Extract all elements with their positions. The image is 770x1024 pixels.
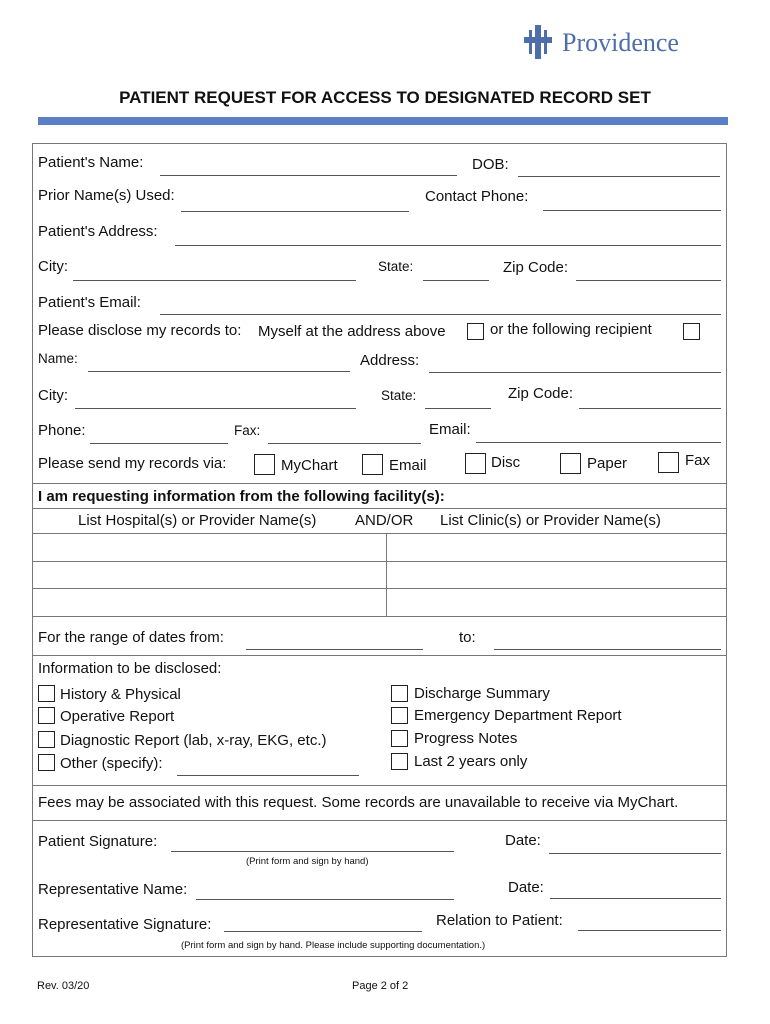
info-heading: Information to be disclosed:: [38, 660, 222, 677]
send-via-label: Please send my records via:: [38, 455, 227, 472]
phone-field[interactable]: [90, 443, 228, 444]
ed-report-label: Emergency Department Report: [414, 707, 622, 724]
recipient-address-label: Address:: [360, 352, 420, 369]
date-from-field[interactable]: [246, 649, 423, 650]
mychart-checkbox[interactable]: [254, 454, 275, 475]
brand-name: Providence: [562, 28, 679, 57]
table-row-border: [33, 616, 726, 617]
title-rule: [38, 117, 728, 125]
patient-signature-field[interactable]: [171, 851, 454, 852]
ed-report-checkbox[interactable]: [391, 707, 408, 724]
divider: [33, 655, 726, 656]
recipient-address-field[interactable]: [429, 372, 721, 373]
paper-checkbox[interactable]: [560, 453, 581, 474]
zip-field[interactable]: [576, 280, 721, 281]
hospital-cell-1[interactable]: [34, 534, 385, 560]
facility-andor: AND/OR: [355, 512, 414, 529]
other-label: Other (specify):: [60, 755, 163, 772]
divider: [33, 820, 726, 821]
zip-label: Zip Code:: [503, 259, 569, 276]
clinic-cell-2[interactable]: [387, 562, 725, 587]
date1-label: Date:: [505, 832, 541, 849]
disclose-label: Please disclose my records to:: [38, 322, 242, 339]
date1-field[interactable]: [549, 853, 721, 854]
myself-option-label: Myself at the address above: [258, 323, 446, 340]
mychart-label: MyChart: [281, 457, 338, 474]
rep-signature-label: Representative Signature:: [38, 916, 212, 933]
fax-label: Fax:: [234, 423, 261, 438]
state-field[interactable]: [423, 280, 489, 281]
progress-notes-label: Progress Notes: [414, 730, 518, 747]
email-option-label: Email: [389, 457, 427, 474]
divider: [33, 508, 726, 509]
facility-col2-header: List Clinic(s) or Provider Name(s): [440, 512, 661, 529]
progress-notes-checkbox[interactable]: [391, 730, 408, 747]
patient-name-label: Patient's Name:: [38, 154, 144, 171]
date-from-label: For the range of dates from:: [38, 629, 224, 646]
prior-names-label: Prior Name(s) Used:: [38, 187, 175, 204]
rep-name-field[interactable]: [196, 899, 454, 900]
last-2-years-checkbox[interactable]: [391, 753, 408, 770]
fax-field[interactable]: [268, 443, 421, 444]
date2-label: Date:: [508, 879, 544, 896]
diagnostic-report-checkbox[interactable]: [38, 731, 55, 748]
form-title: PATIENT REQUEST FOR ACCESS TO DESIGNATED RECORD SET: [119, 88, 651, 107]
contact-phone-field[interactable]: [543, 210, 721, 211]
divider: [33, 785, 726, 786]
other-specify-field[interactable]: [177, 775, 359, 776]
discharge-summary-label: Discharge Summary: [414, 685, 550, 702]
discharge-summary-checkbox[interactable]: [391, 685, 408, 702]
recipient-option-label: or the following recipient: [490, 321, 652, 338]
recipient-zip-label: Zip Code:: [508, 385, 574, 402]
paper-label: Paper: [587, 455, 628, 472]
dob-field[interactable]: [518, 176, 720, 177]
facility-heading: I am requesting information from the following facility(s):: [38, 488, 445, 505]
hospital-cell-3[interactable]: [34, 589, 385, 615]
date2-field[interactable]: [550, 898, 721, 899]
clinic-cell-3[interactable]: [387, 589, 725, 615]
recipient-city-field[interactable]: [75, 408, 356, 409]
disc-checkbox[interactable]: [465, 453, 486, 474]
fax-option-label: Fax: [685, 452, 711, 469]
disc-label: Disc: [491, 454, 521, 471]
recipient-name-field[interactable]: [88, 371, 350, 372]
contact-phone-label: Contact Phone:: [425, 188, 529, 205]
prior-names-field[interactable]: [181, 211, 409, 212]
history-physical-label: History & Physical: [60, 686, 181, 703]
other-checkbox[interactable]: [38, 754, 55, 771]
print-note-1: (Print form and sign by hand): [246, 856, 369, 867]
recipient-state-label: State:: [381, 388, 417, 403]
email-checkbox[interactable]: [362, 454, 383, 475]
operative-report-label: Operative Report: [60, 708, 175, 725]
divider: [33, 483, 726, 484]
patient-name-field[interactable]: [160, 175, 457, 176]
date-to-label: to:: [459, 629, 476, 646]
fees-note: Fees may be associated with this request. Some records are unavailable to receive via MyChart.: [38, 794, 679, 811]
print-note-2: (Print form and sign by hand. Please include supporting documentation.): [181, 940, 486, 951]
fax-checkbox[interactable]: [658, 452, 679, 473]
date-to-field[interactable]: [494, 649, 721, 650]
myself-checkbox[interactable]: [467, 323, 484, 340]
last-2-years-label: Last 2 years only: [414, 753, 528, 770]
recipient-city-label: City:: [38, 387, 68, 404]
phone-label: Phone:: [38, 422, 86, 439]
address-field[interactable]: [175, 245, 721, 246]
operative-report-checkbox[interactable]: [38, 707, 55, 724]
providence-logo: [522, 22, 702, 62]
rep-signature-field[interactable]: [224, 931, 422, 932]
recipient-zip-field[interactable]: [579, 408, 721, 409]
recipient-email-field[interactable]: [476, 442, 721, 443]
city-field[interactable]: [73, 280, 356, 281]
diagnostic-report-label: Diagnostic Report (lab, x-ray, EKG, etc.): [60, 732, 327, 749]
hospital-cell-2[interactable]: [34, 562, 385, 587]
rep-name-label: Representative Name:: [38, 881, 188, 898]
recipient-checkbox[interactable]: [683, 323, 700, 340]
clinic-cell-1[interactable]: [387, 534, 725, 560]
patient-signature-label: Patient Signature:: [38, 833, 158, 850]
email-field[interactable]: [160, 314, 721, 315]
history-physical-checkbox[interactable]: [38, 685, 55, 702]
dob-label: DOB:: [472, 156, 509, 173]
city-label: City:: [38, 258, 68, 275]
relation-field[interactable]: [578, 930, 721, 931]
recipient-name-label: Name:: [38, 351, 78, 366]
revision-label: Rev. 03/20: [37, 980, 90, 992]
recipient-email-label: Email:: [429, 421, 471, 438]
state-label: State:: [378, 259, 414, 274]
email-label: Patient's Email:: [38, 294, 141, 311]
facility-col1-header: List Hospital(s) or Provider Name(s): [78, 512, 317, 529]
page-number: Page 2 of 2: [352, 980, 409, 992]
recipient-state-field[interactable]: [425, 408, 491, 409]
relation-label: Relation to Patient:: [436, 912, 563, 929]
address-label: Patient's Address:: [38, 223, 158, 240]
